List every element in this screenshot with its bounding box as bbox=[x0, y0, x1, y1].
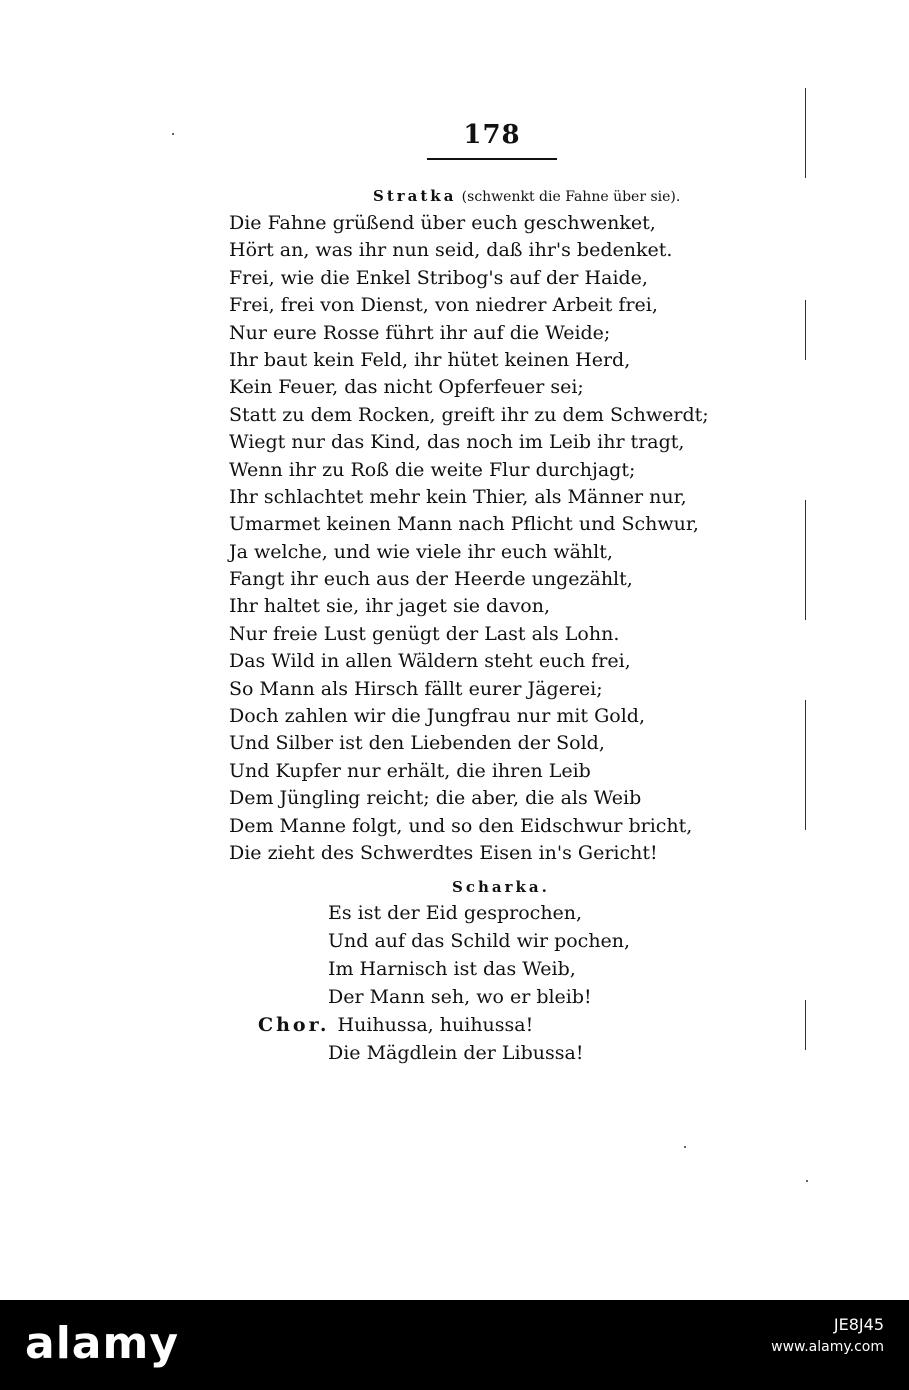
image-id-block bbox=[771, 1314, 884, 1358]
verse-line: Und Silber ist den Liebenden der Sold, bbox=[229, 732, 605, 755]
verse-line: Dem Jüngling reicht; die aber, die als Weib bbox=[229, 787, 642, 810]
verse-line: Frei, frei von Dienst, von niedrer Arbeit frei, bbox=[229, 294, 658, 317]
verse-line: Wiegt nur das Kind, das noch im Leib ihr tragt, bbox=[229, 431, 685, 454]
verse-line: Nur eure Rosse führt ihr auf die Weide; bbox=[229, 321, 611, 344]
verse-line: Kein Feuer, das nicht Opferfeuer sei; bbox=[229, 376, 584, 399]
scan-edge-line bbox=[805, 700, 806, 830]
scan-speck bbox=[806, 1180, 808, 1182]
scan-edge-line bbox=[805, 500, 806, 620]
scan-edge-line bbox=[805, 88, 806, 178]
stock-footer-bar bbox=[0, 1300, 909, 1390]
verse-line: Das Wild in allen Wäldern steht euch frei, bbox=[229, 650, 631, 673]
speaker-stratka bbox=[373, 187, 680, 205]
brand-logo: alamy bbox=[25, 1318, 179, 1369]
page-number-rule bbox=[427, 158, 557, 160]
verse-line: Ihr haltet sie, ihr jaget sie davon, bbox=[229, 595, 550, 618]
verse-scharka bbox=[328, 899, 630, 1011]
speaker-name: Stratka bbox=[373, 187, 457, 205]
scan-speck bbox=[172, 133, 174, 135]
verse-line: Im Harnisch ist das Weib, bbox=[328, 958, 576, 980]
page-number: 178 bbox=[463, 120, 521, 150]
scan-edge-line bbox=[805, 1000, 806, 1050]
verse-line: Und Kupfer nur erhält, die ihren Leib bbox=[229, 759, 591, 782]
stage-direction: (schwenkt die Fahne über sie). bbox=[461, 189, 681, 205]
chorus-line-2: Die Mägdlein der Libussa! bbox=[328, 1042, 584, 1064]
image-id: JE8J45 bbox=[833, 1315, 884, 1334]
verse-line: So Mann als Hirsch fällt eurer Jägerei; bbox=[229, 677, 603, 700]
scan-edge-line bbox=[805, 300, 806, 360]
chorus-line-1 bbox=[258, 1011, 533, 1039]
verse-line: Wenn ihr zu Roß die weite Flur durchjagt; bbox=[229, 458, 636, 481]
verse-line: Der Mann seh, wo er bleib! bbox=[328, 986, 592, 1008]
verse-line: Dem Manne folgt, und so den Eidschwur bricht, bbox=[229, 814, 693, 837]
speaker-chor: Chor. bbox=[258, 1014, 330, 1036]
verse-line: Huihussa, huihussa! bbox=[337, 1014, 534, 1036]
verse-line: Doch zahlen wir die Jungfrau nur mit Gold, bbox=[229, 705, 645, 728]
verse-line: Fangt ihr euch aus der Heerde ungezählt, bbox=[229, 568, 633, 591]
speaker-name: Scharka. bbox=[452, 878, 550, 896]
verse-line: Frei, wie die Enkel Stribog's auf der Haide, bbox=[229, 266, 648, 289]
scan-speck bbox=[684, 1146, 686, 1148]
verse-line: Nur freie Lust genügt der Last als Lohn. bbox=[229, 622, 620, 645]
verse-line: Die zieht des Schwerdtes Eisen in's Gericht! bbox=[229, 841, 658, 864]
brand-url: www.alamy.com bbox=[771, 1339, 884, 1355]
verse-line: Ihr schlachtet mehr kein Thier, als Männer nur, bbox=[229, 485, 687, 508]
verse-line: Umarmet keinen Mann nach Pflicht und Schwur, bbox=[229, 513, 699, 536]
verse-line: Die Fahne grüßend über euch geschwenket, bbox=[229, 212, 656, 234]
verse-line: Es ist der Eid gesprochen, bbox=[328, 902, 583, 924]
verse-stratka bbox=[229, 210, 709, 867]
verse-line: Ihr baut kein Feld, ihr hütet keinen Herd, bbox=[229, 348, 631, 371]
verse-line: Statt zu dem Rocken, greift ihr zu dem Schwerdt; bbox=[229, 403, 709, 426]
verse-line: Hört an, was ihr nun seid, daß ihr's bedenket. bbox=[229, 239, 673, 262]
verse-line: Ja welche, und wie viele ihr euch wählt, bbox=[229, 540, 613, 563]
speaker-scharka bbox=[452, 878, 550, 896]
verse-line: Und auf das Schild wir pochen, bbox=[328, 930, 631, 952]
